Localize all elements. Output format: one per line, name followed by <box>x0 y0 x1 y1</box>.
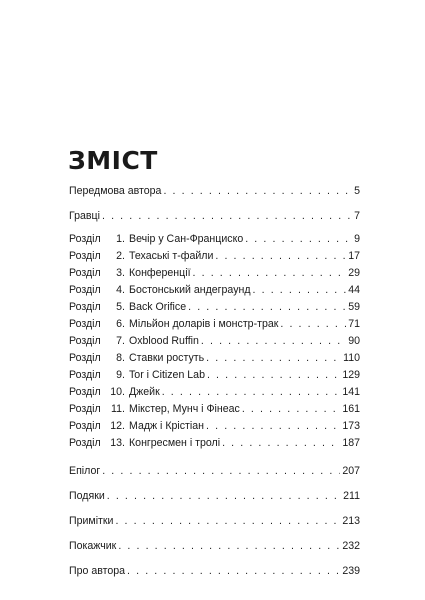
toc-chapter <box>69 437 360 449</box>
dot-leader <box>206 420 340 432</box>
chapter-title: Вечір у Сан-Франциско <box>129 233 244 245</box>
dot-leader <box>206 352 341 364</box>
toc-entry-index <box>69 540 360 552</box>
toc-heading: ЗМІСТ <box>68 146 158 175</box>
chapter-title: Мікстер, Мунч і Фінеас <box>129 403 240 415</box>
chapter-page: 187 <box>342 437 360 449</box>
entry-page: 239 <box>342 565 360 577</box>
chapter-number: 2. <box>116 250 125 262</box>
toc-entry-acknowledgements <box>69 490 360 502</box>
chapter-page: 110 <box>343 352 360 364</box>
toc-entry-foreword <box>69 185 360 197</box>
chapter-number: 1. <box>116 233 125 245</box>
chapter-number: 11. <box>111 403 125 415</box>
chapter-number: 3. <box>116 267 125 279</box>
entry-title: Епілог <box>69 465 101 477</box>
toc-entry-players <box>69 210 360 222</box>
dot-leader <box>188 301 346 313</box>
entry-page: 211 <box>343 490 360 502</box>
toc-chapter <box>69 369 360 381</box>
chapter-number: 5. <box>116 301 125 313</box>
chapter-word: Розділ <box>69 267 101 279</box>
entry-page: 5 <box>354 185 360 197</box>
chapter-page: 129 <box>342 369 360 381</box>
dot-leader <box>107 490 341 502</box>
toc-chapter <box>69 284 360 296</box>
chapter-word: Розділ <box>69 386 101 398</box>
dot-leader <box>115 515 340 527</box>
toc-chapter <box>69 352 360 364</box>
entry-page: 207 <box>342 465 360 477</box>
toc-chapter <box>69 233 360 245</box>
toc-entry-about-author <box>69 565 360 577</box>
entry-title: Покажчик <box>69 540 117 552</box>
entry-title: Подяки <box>69 490 105 502</box>
chapter-title: Конференції <box>129 267 191 279</box>
entry-page: 7 <box>354 210 360 222</box>
chapter-word: Розділ <box>69 437 101 449</box>
toc-chapter <box>69 318 360 330</box>
dot-leader <box>207 369 340 381</box>
chapter-title: Джейк <box>129 386 160 398</box>
chapter-title: Oxblood Ruffin <box>129 335 199 347</box>
toc-chapter <box>69 267 360 279</box>
dot-leader <box>162 386 341 398</box>
dot-leader <box>102 210 352 222</box>
dot-leader <box>127 565 340 577</box>
dot-leader <box>118 540 340 552</box>
chapter-title: Бостонський андеграунд <box>129 284 251 296</box>
chapter-page: 59 <box>348 301 360 313</box>
dot-leader <box>242 403 340 415</box>
chapter-word: Розділ <box>69 250 101 262</box>
dot-leader <box>102 465 340 477</box>
chapter-title: Tor і Citizen Lab <box>129 369 205 381</box>
chapter-word: Розділ <box>69 335 101 347</box>
entry-page: 232 <box>342 540 360 552</box>
chapter-title: Back Orifice <box>129 301 187 313</box>
chapter-word: Розділ <box>69 403 101 415</box>
chapter-page: 161 <box>342 403 360 415</box>
chapter-number: 13. <box>110 437 125 449</box>
toc-chapter <box>69 335 360 347</box>
entry-title: Про автора <box>69 565 126 577</box>
chapter-word: Розділ <box>69 301 101 313</box>
chapter-title: Конгресмен і тролі <box>129 437 221 449</box>
chapter-page: 44 <box>348 284 360 296</box>
chapter-title: Мільйон доларів і монстр-трак <box>129 318 279 330</box>
chapter-word: Розділ <box>69 352 101 364</box>
chapter-page: 173 <box>342 420 360 432</box>
toc-chapter <box>69 301 360 313</box>
toc-chapter <box>69 420 360 432</box>
chapter-page: 141 <box>342 386 360 398</box>
chapter-title: Техаські т-файли <box>129 250 214 262</box>
chapter-number: 9. <box>116 369 125 381</box>
dot-leader <box>222 437 340 449</box>
chapter-number: 10. <box>110 386 125 398</box>
dot-leader <box>163 185 352 197</box>
dot-leader <box>215 250 346 262</box>
toc-entry-notes <box>69 515 360 527</box>
toc-chapter <box>69 403 360 415</box>
chapter-number: 4. <box>116 284 125 296</box>
chapter-page: 90 <box>348 335 360 347</box>
chapter-word: Розділ <box>69 233 101 245</box>
chapter-word: Розділ <box>69 420 101 432</box>
dot-leader <box>245 233 352 245</box>
toc-chapter <box>69 250 360 262</box>
chapter-page: 29 <box>348 267 360 279</box>
dot-leader <box>201 335 346 347</box>
entry-title: Передмова автора <box>69 185 162 197</box>
chapter-page: 17 <box>348 250 360 262</box>
dot-leader <box>280 318 346 330</box>
toc-entry-epilogue <box>69 465 360 477</box>
dot-leader <box>253 284 347 296</box>
chapter-word: Розділ <box>69 284 101 296</box>
chapter-page: 9 <box>354 233 360 245</box>
chapter-word: Розділ <box>69 318 101 330</box>
toc-chapter <box>69 386 360 398</box>
chapter-number: 6. <box>116 318 125 330</box>
chapter-word: Розділ <box>69 369 101 381</box>
chapter-title: Ставки ростуть <box>129 352 205 364</box>
chapter-page: 71 <box>348 318 360 330</box>
entry-title: Гравці <box>69 210 100 222</box>
chapter-number: 12. <box>110 420 125 432</box>
entry-title: Примітки <box>69 515 114 527</box>
dot-leader <box>193 267 347 279</box>
chapter-number: 7. <box>116 335 125 347</box>
entry-page: 213 <box>342 515 360 527</box>
chapter-title: Мадж і Крістіан <box>129 420 205 432</box>
chapter-number: 8. <box>116 352 125 364</box>
